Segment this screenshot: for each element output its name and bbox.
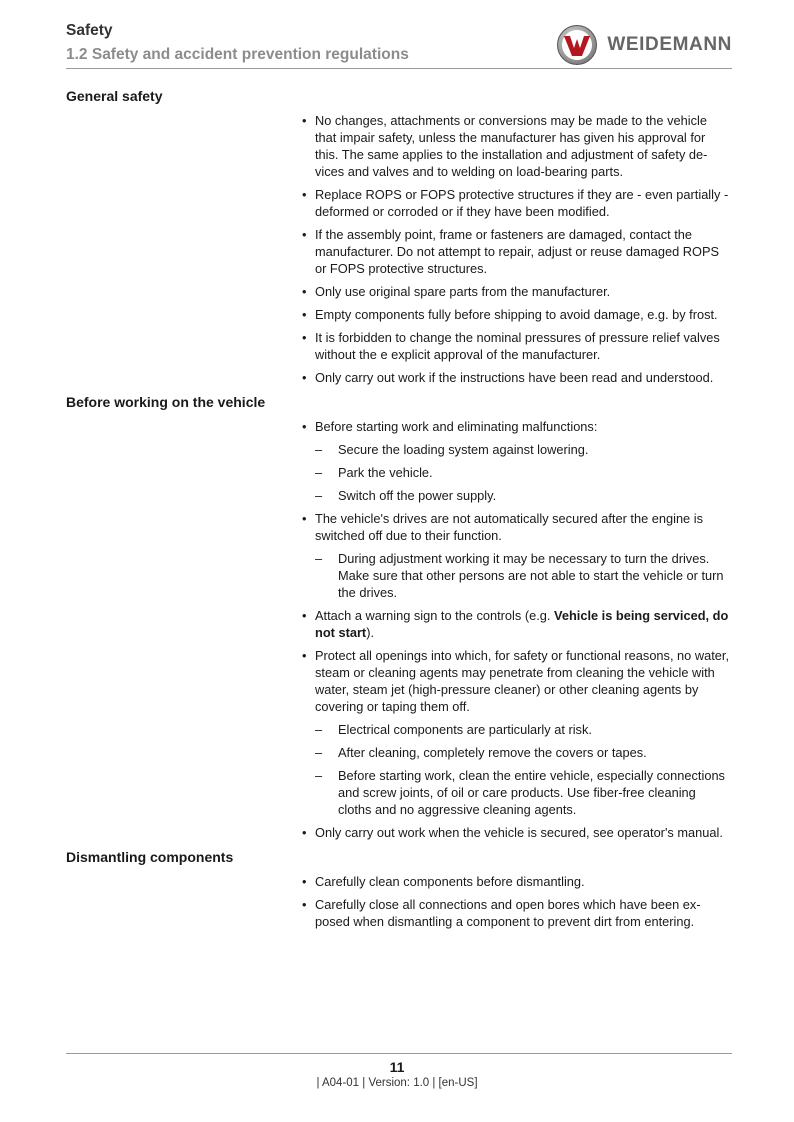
list-item: • Only use original spare parts from the manufacturer. bbox=[302, 283, 730, 300]
before-working-list bbox=[302, 418, 730, 841]
general-safety-list bbox=[302, 112, 730, 386]
list-item bbox=[302, 647, 730, 818]
list-item: • If the assembly point, frame or fasteners are damaged, contact the manufacturer. Do not attempt to repair, adjust or reuse damaged ROPS or FOPS protective structures. bbox=[302, 226, 730, 277]
list-item-text: Attach a warning sign to the controls (e.g. bbox=[315, 608, 555, 623]
footer-divider bbox=[66, 1053, 732, 1054]
list-item: • Only carry out work when the vehicle is secured, see operator's manual. bbox=[302, 824, 730, 841]
weidemann-w-icon bbox=[555, 24, 599, 66]
section-title-dismantling: Dismantling components bbox=[66, 849, 234, 865]
logo-text: WEIDEMANN bbox=[607, 34, 732, 55]
list-item-text: Protect all openings into which, for safety or functional reasons, no water, steam or cleaning agents may penetrate from cleaning the vehicle with water, steam jet (high-pressure cleaner) or other cleaning agents by covering or taping them off. bbox=[315, 648, 729, 714]
sub-list bbox=[315, 550, 730, 601]
list-item: • Only carry out work if the instructions have been read and understood. bbox=[302, 369, 730, 386]
sub-list bbox=[315, 441, 730, 504]
chapter-title: Safety bbox=[66, 22, 113, 39]
sub-list-item: – Switch off the power supply. bbox=[315, 487, 730, 504]
section-title-before-working: Before working on the vehicle bbox=[66, 394, 266, 410]
list-item: • Replace ROPS or FOPS protective structures if they are - even partially - deformed or corroded or if they have been modified. bbox=[302, 186, 730, 220]
sub-list-item: – Electrical components are particularly at risk. bbox=[315, 721, 730, 738]
page-number: 11 bbox=[389, 1059, 405, 1075]
list-item bbox=[302, 510, 730, 601]
list-item-text: The vehicle's drives are not automatically secured after the engine is switched off due to their function. bbox=[315, 511, 703, 543]
sub-list-item: – After cleaning, completely remove the covers or tapes. bbox=[315, 744, 730, 761]
list-item bbox=[302, 607, 730, 641]
section-title-general-safety: General safety bbox=[66, 88, 163, 104]
sub-list-item: – Before starting work, clean the entire vehicle, especially connections and screw joints, of oil or care products. Use fiber-free cleaning cloths and no aggressive cleaning agents. bbox=[315, 767, 730, 818]
list-item bbox=[302, 418, 730, 504]
weidemann-logo bbox=[555, 24, 732, 66]
sub-list bbox=[315, 721, 730, 818]
list-item-text: ). bbox=[366, 625, 375, 640]
dismantling-list bbox=[302, 873, 730, 930]
document-body bbox=[66, 86, 732, 936]
list-item: • Carefully close all connections and open bores which have been exposed when dismantling a component to prevent dirt from entering. bbox=[302, 896, 730, 930]
section-subtitle: 1.2 Safety and accident prevention regulations bbox=[66, 46, 409, 63]
sub-list-item: – During adjustment working it may be necessary to turn the drives. Make sure that other persons are not able to start the vehicle or turn the drives. bbox=[315, 550, 730, 601]
list-item: • No changes, attachments or conversions may be made to the vehicle that impair safety, unless the manufacturer has given his approval for this. The same applies to the installation and adjustment of safety devices and valves and to welding on load-bearing parts. bbox=[302, 112, 730, 180]
list-item: • Carefully clean components before dismantling. bbox=[302, 873, 730, 890]
document-version: | A04-01 | Version: 1.0 | [en-US] bbox=[316, 1077, 478, 1089]
sub-list-item: – Park the vehicle. bbox=[315, 464, 730, 481]
page-header bbox=[66, 20, 732, 70]
list-item: • Empty components fully before shipping to avoid damage, e.g. by frost. bbox=[302, 306, 730, 323]
list-item-text: Before starting work and eliminating malfunctions: bbox=[315, 419, 598, 434]
sub-list-item: – Secure the loading system against lowering. bbox=[315, 441, 730, 458]
warning-sign-text: Vehicle is being serviced, do not start bbox=[315, 608, 729, 640]
list-item: • It is forbidden to change the nominal pressures of pressure relief valves without the e explicit approval of the manufacturer. bbox=[302, 329, 730, 363]
header-divider bbox=[66, 68, 732, 69]
